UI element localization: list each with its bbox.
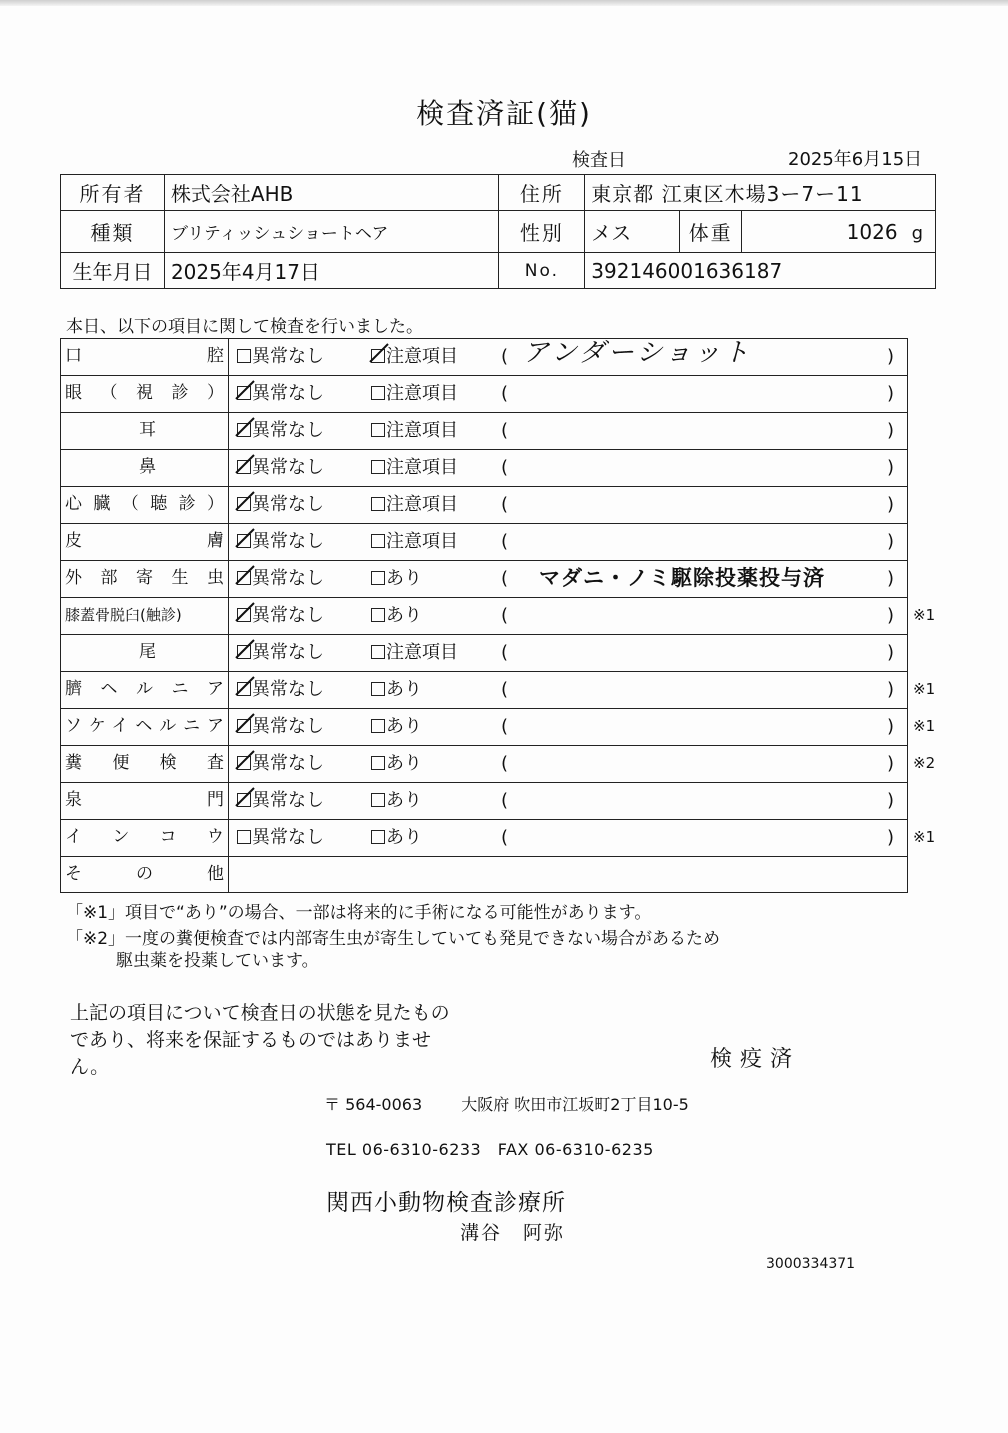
option-label: 注意項目 xyxy=(386,494,458,515)
breed-value: ブリティッシュショートヘア xyxy=(164,211,499,253)
option-normal xyxy=(237,413,324,448)
exam-row xyxy=(61,820,936,857)
note-close-paren: ) xyxy=(887,790,895,811)
option-normal xyxy=(237,487,324,522)
option-finding xyxy=(371,376,458,411)
exam-row xyxy=(61,635,908,672)
option-label: 異常なし xyxy=(252,605,324,626)
sex-value: メス xyxy=(585,211,680,253)
option-normal xyxy=(237,783,324,818)
exam-item-label: 皮 膚 xyxy=(61,524,229,560)
option-label: 注意項目 xyxy=(386,457,458,478)
note-open-paren: ( xyxy=(501,420,509,441)
weight-label: 体重 xyxy=(680,211,742,253)
footnote-2-continued: 駆虫薬を投薬しています。 xyxy=(116,951,319,971)
weight-unit: g xyxy=(911,222,923,244)
disclaimer-text: 上記の項目について検査日の状態を見たものであり、将来を保証するものではありません。 xyxy=(70,1002,450,1078)
checkbox[interactable] xyxy=(371,682,385,696)
exam-row xyxy=(61,857,908,893)
exam-item-label: 膝蓋骨脱臼(触診) xyxy=(61,598,229,634)
exam-table xyxy=(60,338,936,893)
option-label: 異常なし xyxy=(252,568,324,589)
exam-row xyxy=(61,376,908,413)
checked-checkbox[interactable] xyxy=(237,719,251,733)
weight-cell xyxy=(742,211,936,253)
check-mark-icon xyxy=(234,490,256,514)
check-mark-icon xyxy=(234,712,256,736)
animal-info-table xyxy=(60,174,936,289)
note-open-paren: ( xyxy=(501,494,509,515)
note-close-paren: ) xyxy=(887,457,895,478)
note-close-paren: ) xyxy=(887,383,895,404)
checkbox[interactable] xyxy=(371,645,385,659)
footnote-mark: ※1 xyxy=(913,606,936,624)
option-label: あり xyxy=(386,716,422,737)
option-normal xyxy=(237,820,324,855)
address-value: 東京都 江東区木場3ー7ー11 xyxy=(585,175,936,211)
checkbox[interactable] xyxy=(237,349,251,363)
checkbox[interactable] xyxy=(371,423,385,437)
checked-checkbox[interactable] xyxy=(237,682,251,696)
note-open-paren: ( xyxy=(501,679,509,700)
note-close-paren: ) xyxy=(887,642,895,663)
note-open-paren: ( xyxy=(501,716,509,737)
option-label: 異常なし xyxy=(252,494,324,515)
note-close-paren: ) xyxy=(887,753,895,774)
footnote-1: 「※1」項目で“あり”の場合、一部は将来的に手術になる可能性があります。 xyxy=(66,903,652,923)
address-label: 住所 xyxy=(499,175,585,211)
option-label: 注意項目 xyxy=(386,383,458,404)
option-label: 異常なし xyxy=(252,642,324,663)
exam-item-label: 泉 門 xyxy=(61,783,229,819)
exam-item-label: 鼻 xyxy=(61,450,229,486)
exam-item-label: 心臓（聴診） xyxy=(61,487,229,523)
note-close-paren: ) xyxy=(887,420,895,441)
note-open-paren: ( xyxy=(501,383,509,404)
option-finding xyxy=(371,450,458,485)
page-title: 検査済証(猫) xyxy=(416,97,592,130)
option-finding xyxy=(371,561,422,596)
checkbox[interactable] xyxy=(371,571,385,585)
option-label: 注意項目 xyxy=(386,346,458,367)
note-close-paren: ) xyxy=(887,716,895,737)
checked-checkbox[interactable] xyxy=(237,793,251,807)
option-finding xyxy=(371,783,422,818)
checked-checkbox[interactable] xyxy=(237,497,251,511)
note-close-paren: ) xyxy=(887,679,895,700)
exam-row xyxy=(61,339,908,376)
option-label: 異常なし xyxy=(252,753,324,774)
doctor-name: 溝谷 阿弥 xyxy=(460,1222,566,1244)
check-mark-icon xyxy=(234,638,256,662)
option-label: 注意項目 xyxy=(386,531,458,552)
option-label: 異常なし xyxy=(252,790,324,811)
exam-row xyxy=(61,487,908,524)
checked-checkbox[interactable] xyxy=(237,571,251,585)
exam-row xyxy=(61,598,936,635)
postal-code: 〒 564-0063 xyxy=(324,1095,423,1114)
option-normal xyxy=(237,450,324,485)
note-open-paren: ( xyxy=(501,346,509,367)
exam-item-label: その他 xyxy=(61,857,229,892)
check-mark-icon xyxy=(234,416,256,440)
note-open-paren: ( xyxy=(501,568,509,589)
option-label: 異常なし xyxy=(252,383,324,404)
owner-row xyxy=(61,175,936,211)
option-normal xyxy=(237,376,324,411)
option-finding xyxy=(371,598,422,633)
option-label: 注意項目 xyxy=(386,642,458,663)
option-finding xyxy=(371,746,422,781)
note-close-paren: ) xyxy=(887,568,895,589)
breed-label: 種類 xyxy=(61,211,165,253)
clinic-address xyxy=(324,1092,689,1115)
exam-item-label: ソケイヘルニア xyxy=(61,709,229,745)
checkbox[interactable] xyxy=(371,830,385,844)
check-mark-icon xyxy=(234,453,256,477)
note-close-paren: ) xyxy=(887,346,895,367)
owner-label: 所有者 xyxy=(61,175,165,211)
birth-label: 生年月日 xyxy=(61,253,165,289)
note-open-paren: ( xyxy=(501,753,509,774)
check-mark-icon xyxy=(234,564,256,588)
option-label: あり xyxy=(386,568,422,589)
exam-row xyxy=(61,783,908,820)
check-mark-icon xyxy=(234,675,256,699)
note-open-paren: ( xyxy=(501,605,509,626)
exam-date-value: 2025年6月15日 xyxy=(788,149,923,170)
footnote-mark: ※2 xyxy=(913,754,936,772)
option-label: 異常なし xyxy=(252,827,324,848)
option-finding xyxy=(371,709,422,744)
owner-value: 株式会社AHB xyxy=(164,175,499,211)
checked-checkbox[interactable] xyxy=(237,423,251,437)
exam-row xyxy=(61,561,908,598)
option-normal xyxy=(237,635,324,670)
exam-item-label: 尾 xyxy=(61,635,229,671)
checked-checkbox[interactable] xyxy=(237,608,251,622)
note-open-paren: ( xyxy=(501,642,509,663)
option-label: 異常なし xyxy=(252,716,324,737)
option-finding xyxy=(371,524,458,559)
exam-item-label: 外部寄生虫 xyxy=(61,561,229,597)
exam-row xyxy=(61,524,908,561)
checkbox[interactable] xyxy=(237,830,251,844)
option-normal xyxy=(237,561,324,596)
checkbox[interactable] xyxy=(371,608,385,622)
checkbox[interactable] xyxy=(371,534,385,548)
note-open-paren: ( xyxy=(501,531,509,552)
option-normal xyxy=(237,598,324,633)
option-label: あり xyxy=(386,827,422,848)
note-open-paren: ( xyxy=(501,790,509,811)
exam-row xyxy=(61,450,908,487)
exam-row xyxy=(61,746,936,783)
option-label: 異常なし xyxy=(252,420,324,441)
handwritten-note: アンダーショット xyxy=(523,338,752,368)
checked-checkbox[interactable] xyxy=(237,534,251,548)
exam-date-label: 検査日 xyxy=(572,150,626,171)
weight-value: 1026 xyxy=(846,219,898,244)
note-close-paren: ) xyxy=(887,605,895,626)
checkbox[interactable] xyxy=(371,497,385,511)
option-normal xyxy=(237,746,324,781)
scan-edge xyxy=(0,0,1008,6)
option-finding xyxy=(371,413,458,448)
checkbox[interactable] xyxy=(371,756,385,770)
exam-item-label: 糞便検査 xyxy=(61,746,229,782)
option-label: 異常なし xyxy=(252,531,324,552)
option-label: あり xyxy=(386,753,422,774)
check-mark-icon xyxy=(368,342,390,366)
intro-text: 本日、以下の項目に関して検査を行いました。 xyxy=(66,317,423,337)
option-label: あり xyxy=(386,679,422,700)
exam-item-label: 眼（視診） xyxy=(61,376,229,412)
birth-row xyxy=(61,253,936,289)
checkbox[interactable] xyxy=(371,386,385,400)
footnote-mark: ※1 xyxy=(913,828,936,846)
option-normal xyxy=(237,339,324,374)
option-label: 異常なし xyxy=(252,679,324,700)
checked-checkbox[interactable] xyxy=(237,645,251,659)
note-open-paren: ( xyxy=(501,827,509,848)
option-normal xyxy=(237,524,324,559)
check-mark-icon xyxy=(234,379,256,403)
checkbox[interactable] xyxy=(371,460,385,474)
option-finding xyxy=(371,487,458,522)
checked-checkbox[interactable] xyxy=(237,460,251,474)
clinic-name: 関西小動物検査診療所 xyxy=(326,1190,566,1216)
exam-item-label: インコウ xyxy=(61,820,229,856)
checked-checkbox[interactable] xyxy=(237,756,251,770)
exam-row xyxy=(61,413,908,450)
no-label: No. xyxy=(499,253,585,289)
footnote-2: 「※2」一度の糞便検査では内部寄生虫が寄生していても発見できない場合があるため xyxy=(66,929,721,949)
clinic-street-address: 大阪府 吹田市江坂町2丁目10-5 xyxy=(461,1095,689,1114)
note-close-paren: ) xyxy=(887,494,895,515)
note-open-paren: ( xyxy=(501,457,509,478)
exam-item-label: 耳 xyxy=(61,413,229,449)
checked-checkbox[interactable] xyxy=(371,349,385,363)
sex-label: 性別 xyxy=(499,211,585,253)
footnote-mark: ※1 xyxy=(913,717,936,735)
note-close-paren: ) xyxy=(887,531,895,552)
option-finding xyxy=(371,820,422,855)
option-label: あり xyxy=(386,605,422,626)
option-label: あり xyxy=(386,790,422,811)
birth-value: 2025年4月17日 xyxy=(164,253,499,289)
check-mark-icon xyxy=(234,749,256,773)
clinic-phone-fax: TEL 06-6310-6233 FAX 06-6310-6235 xyxy=(326,1140,654,1159)
option-finding xyxy=(371,339,458,374)
document-number: 3000334371 xyxy=(766,1256,856,1272)
footnote-mark: ※1 xyxy=(913,680,936,698)
option-normal xyxy=(237,672,324,707)
no-value: 392146001636187 xyxy=(585,253,936,289)
checkbox[interactable] xyxy=(371,793,385,807)
option-normal xyxy=(237,709,324,744)
exam-item-label: 口 腔 xyxy=(61,339,229,375)
option-finding xyxy=(371,672,422,707)
option-finding xyxy=(371,635,458,670)
exam-note: マダニ・ノミ駆除投薬投与済 xyxy=(539,566,825,590)
option-label: 異常なし xyxy=(252,346,324,367)
checkbox[interactable] xyxy=(371,719,385,733)
option-label: 注意項目 xyxy=(386,420,458,441)
check-mark-icon xyxy=(234,527,256,551)
option-label: 異常なし xyxy=(252,457,324,478)
exam-row xyxy=(61,709,936,746)
note-close-paren: ) xyxy=(887,827,895,848)
checked-checkbox[interactable] xyxy=(237,386,251,400)
check-mark-icon xyxy=(234,601,256,625)
breed-row xyxy=(61,211,936,253)
inspection-stamp: 検疫済 xyxy=(710,1047,801,1072)
check-mark-icon xyxy=(234,786,256,810)
exam-item-label: 臍ヘルニア xyxy=(61,672,229,708)
exam-row xyxy=(61,672,936,709)
